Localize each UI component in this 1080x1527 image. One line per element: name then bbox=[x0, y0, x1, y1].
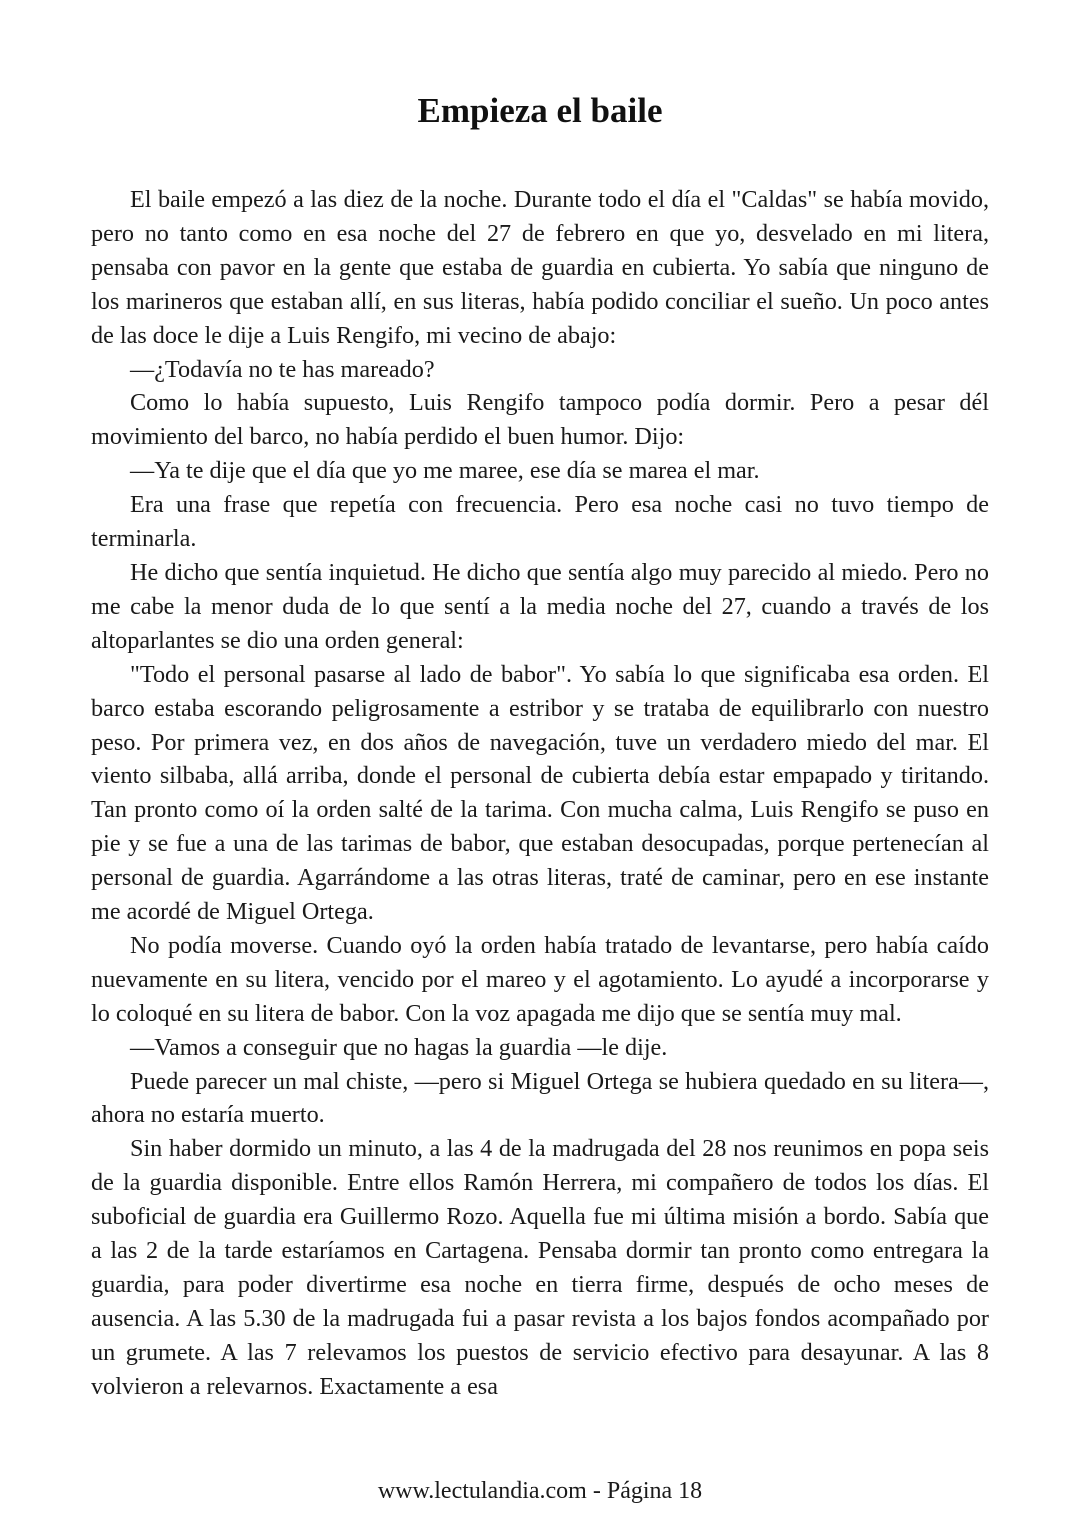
paragraph: Puede parecer un mal chiste, —pero si Miguel Ortega se hubiera quedado en su litera—, ahora no estaría muerto. bbox=[91, 1067, 989, 1129]
paragraph: El baile empezó a las diez de la noche. Durante todo el día el "Caldas" se había movido, pero no tanto como en esa noche del 27 de febrero en que yo, desvelado en mi litera, pensaba con pavor en la gente que estaba de guardia en cubierta. Yo sabía que ninguno de los marineros que estaban allí, en sus literas, había podido conciliar el sueño. Un poco antes de las doce le dije a Luis Rengifo, mi vecino de abajo: bbox=[91, 186, 989, 349]
paragraph: Sin haber dormido un minuto, a las 4 de la madrugada del 28 nos reunimos en popa seis de la guardia disponible. Entre ellos Ramón Herrera, mi compañero de todos los días. El suboficial de guardia era Guillermo Rozo. Aquella fue mi última misión a bordo. Sabía que a las 2 de la tarde estaríamos en Cartagena. Pensaba dormir tan pronto como entregara la guardia, para poder divertirme esa noche en tierra firme, después de ocho meses de ausencia. A las 5.30 de la madrugada fui a pasar revista a los bajos fondos acompañado por un grumete. A las 7 relevamos los puestos de servicio efectivo para desayunar. A las 8 volvieron a relevarnos. Exactamente a esa bbox=[91, 1135, 989, 1400]
paragraph: No podía moverse. Cuando oyó la orden había tratado de levantarse, pero había caído nuevamente en su litera, vencido por el mareo y el agotamiento. Lo ayudé a incorporarse y lo coloqué en su litera de babor. Con la voz apagada me dijo que se sentía muy mal. bbox=[91, 931, 989, 1027]
dialogue-line: —Vamos a conseguir que no hagas la guardia —le dije. bbox=[130, 1033, 668, 1061]
chapter-body bbox=[91, 183, 989, 1404]
dialogue-line: —¿Todavía no te has mareado? bbox=[130, 355, 435, 383]
paragraph: Era una frase que repetía con frecuencia. Pero esa noche casi no tuvo tiempo de terminarla. bbox=[91, 491, 989, 553]
dialogue-line: —Ya te dije que el día que yo me maree, ese día se marea el mar. bbox=[130, 457, 760, 485]
paragraph: He dicho que sentía inquietud. He dicho que sentía algo muy parecido al miedo. Pero no me cabe la menor duda de lo que sentí a la media noche del 27, cuando a través de los altoparlantes se dio una orden general: bbox=[91, 558, 989, 654]
paragraph: "Todo el personal pasarse al lado de babor". Yo sabía lo que significaba esa orden. El barco estaba escorando peligrosamente a estribor y se trataba de equilibrarlo con nuestro peso. Por primera vez, en dos años de navegación, tuve un verdadero miedo del mar. El viento silbaba, allá arriba, donde el personal de cubierta debía estar empapado y tiritando. Tan pronto como oí la orden salté de la tarima. Con mucha calma, Luis Rengifo se puso en pie y se fue a una de las tarimas de babor, que estaban desocupadas, porque pertenecían al personal de guardia. Agarrándome a las otras literas, traté de caminar, pero en ese instante me acordé de Miguel Ortega. bbox=[91, 660, 989, 926]
page-title: Empieza el baile bbox=[417, 91, 663, 130]
page-footer: www.lectulandia.com - Página 18 bbox=[377, 1478, 703, 1504]
paragraph: Como lo había supuesto, Luis Rengifo tampoco podía dormir. Pero a pesar dél movimiento del barco, no había perdido el buen humor. Dijo: bbox=[91, 389, 989, 451]
